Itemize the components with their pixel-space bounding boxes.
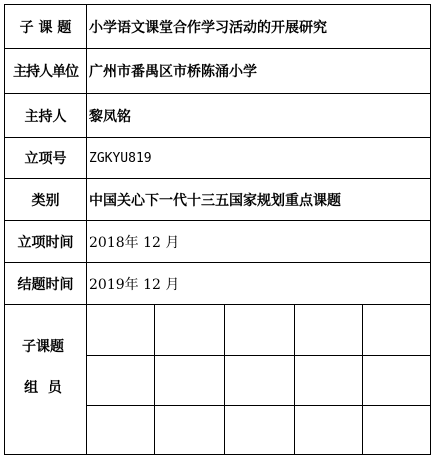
- member-cell[interactable]: [155, 356, 224, 405]
- member-cell[interactable]: [87, 356, 154, 405]
- completion-date-label: 结题时间: [17, 276, 74, 293]
- member-cell[interactable]: [363, 356, 430, 405]
- category-value: 中国关心下一代十三五国家规划重点课题: [89, 192, 341, 209]
- member-cell[interactable]: [295, 406, 362, 454]
- member-cell[interactable]: [155, 305, 224, 355]
- member-cell[interactable]: [87, 305, 154, 355]
- host-label: 主持人: [24, 108, 67, 125]
- member-cell[interactable]: [87, 406, 154, 454]
- project-number-value: ZGKYU819: [89, 150, 152, 166]
- member-cell[interactable]: [295, 305, 362, 355]
- member-cell[interactable]: [363, 406, 430, 454]
- member-cell[interactable]: [155, 406, 224, 454]
- subtopic-value: 小学语文课堂合作学习活动的开展研究: [89, 19, 327, 36]
- category-label: 类别: [31, 192, 60, 209]
- approval-date-label: 立项时间: [17, 234, 74, 251]
- host-unit-label: 主持人单位: [13, 64, 78, 80]
- members-label-line2: 组 员: [24, 380, 62, 396]
- host-value: 黎凤铭: [89, 108, 131, 125]
- completion-date-value: 2019年 12 月: [89, 276, 180, 293]
- subtopic-label: 子 课 题: [19, 19, 72, 36]
- members-label-line1: 子课题: [22, 339, 64, 355]
- member-cell[interactable]: [225, 356, 294, 405]
- member-cell[interactable]: [363, 305, 430, 355]
- approval-date-value: 2018年 12 月: [89, 234, 180, 251]
- member-cell[interactable]: [225, 406, 294, 454]
- host-unit-value: 广州市番禺区市桥陈涌小学: [89, 64, 257, 80]
- member-cell[interactable]: [295, 356, 362, 405]
- member-cell[interactable]: [225, 305, 294, 355]
- project-number-label: 立项号: [24, 151, 67, 167]
